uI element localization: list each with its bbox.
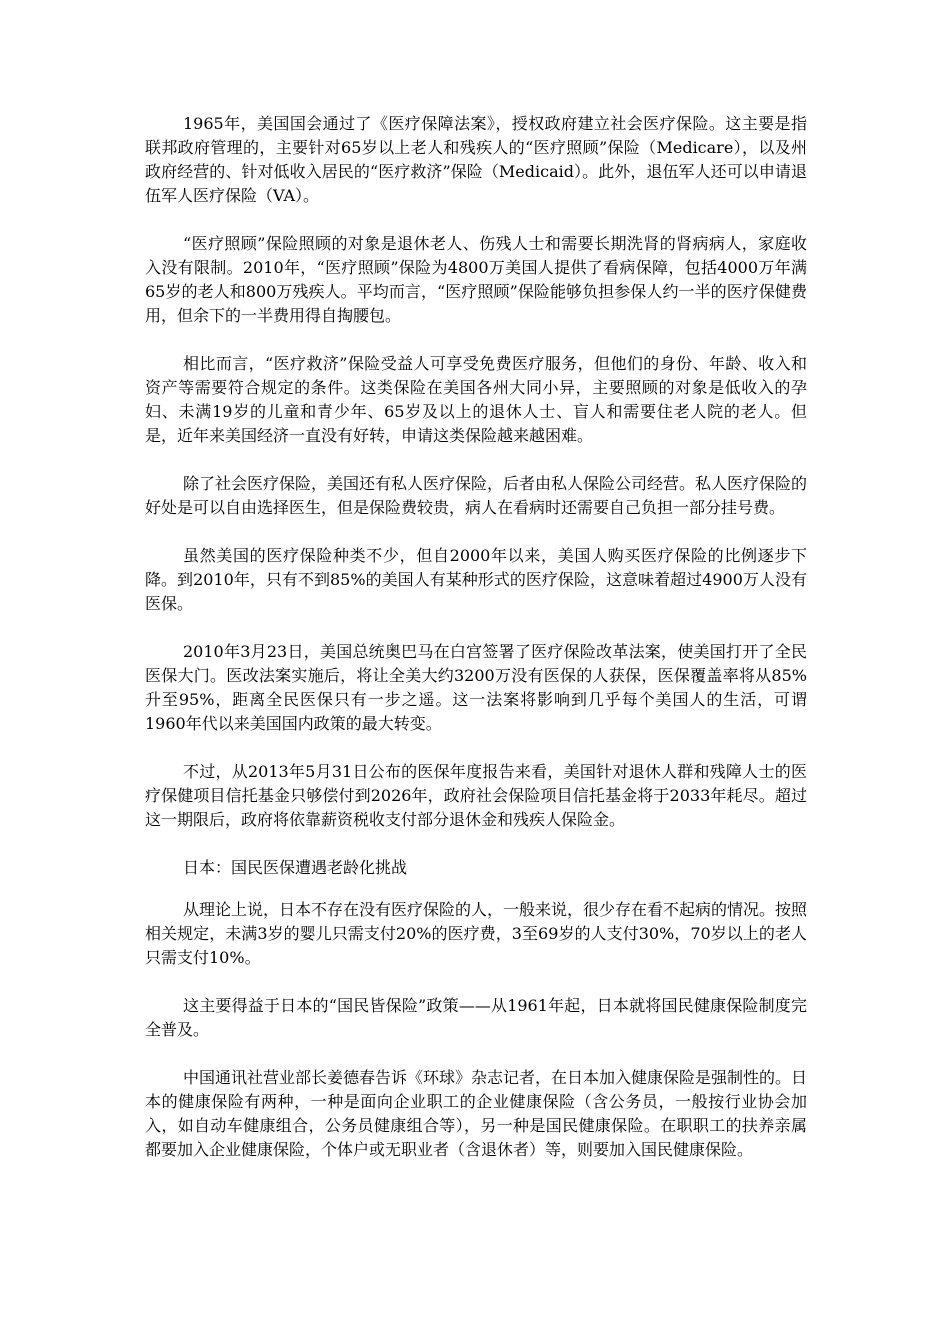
paragraph-japan-universal: 这主要得益于日本的“国民皆保险”政策——从1961年起，日本就将国民健康保险制度完全普及。 <box>145 996 807 1039</box>
section-heading-japan: 日本：国民医保遭遇老龄化挑战 <box>183 858 408 877</box>
document-body <box>145 112 807 1186</box>
paragraph-us-medicare-law: 1965年，美国国会通过了《医疗保障法案》，授权政府建立社会医疗保险。这主要是指联邦政府管理的，主要针对65岁以上老人和残疾人的“医疗照顾”保险（Medicare），以及州政府经营的、针对低收入居民的“医疗救济”保险（Medicaid）。此外，退伍军人还可以申请退伍军人医疗保险（VA）。 <box>145 114 807 205</box>
paragraph-trust-fund: 不过，从2013年5月31日公布的医保年度报告来看，美国针对退休人群和残障人士的医疗保健项目信托基金只够偿付到2026年，政府社会保险项目信托基金将于2033年耗尽。超过这一期限后，政府将依靠薪资税收支付部分退休金和残疾人保险金。 <box>145 762 807 829</box>
paragraph-japan-theory: 从理论上说，日本不存在没有医疗保险的人，一般来说，很少存在看不起病的情况。按照相关规定，未满3岁的婴儿只需支付20%的医疗费，3至69岁的人支付30%，70岁以上的老人只需支付10%。 <box>145 900 808 967</box>
paragraph-medicaid: 相比而言，“医疗救济”保险受益人可享受免费医疗服务，但他们的身份、年龄、收入和资产等需要符合规定的条件。这类保险在美国各州大同小异，主要照顾的对象是低收入的孕妇、未满19岁的儿童和青少年、65岁及以上的退休人士、盲人和需要住老人院的老人。但是，近年来美国经济一直没有好转，申请这类保险越来越困难。 <box>145 354 807 445</box>
paragraph-medicare-coverage: “医疗照顾”保险照顾的对象是退休老人、伤残人士和需要长期洗肾的肾病病人，家庭收入没有限制。2010年，“医疗照顾”保险为4800万美国人提供了看病保障，包括4000万年满65岁的老人和800万残疾人。平均而言，“医疗照顾”保险能够负担参保人约一半的医疗保健费用，但余下的一半费用得自掏腰包。 <box>145 234 807 325</box>
paragraph-obama-reform: 2010年3月23日，美国总统奥巴马在白宫签署了医疗保险改革法案，使美国打开了全民医保大门。医改法案实施后，将让全美大约3200万没有医保的人获保，医保覆盖率将从85%升至95%，距离全民医保只有一步之遥。这一法案将影响到几乎每个美国人的生活，可谓1960年代以来美国国内政策的最大转变。 <box>145 642 807 733</box>
paragraph-coverage-decline: 虽然美国的医疗保险种类不少，但自2000年以来，美国人购买医疗保险的比例逐步下降。到2010年，只有不到85%的美国人有某种形式的医疗保险，这意味着超过4900万人没有医保。 <box>145 546 807 613</box>
paragraph-japan-two-types: 中国通讯社营业部长姜德春告诉《环球》杂志记者，在日本加入健康保险是强制性的。日本的健康保险有两种，一种是面向企业职工的企业健康保险（含公务员，一般按行业协会加入，如自动车健康组合，公务员健康组合等），另一种是国民健康保险。在职职工的扶养亲属都要加入企业健康保险，个体户或无职业者（含退休者）等，则要加入国民健康保险。 <box>145 1068 808 1159</box>
paragraph-private-insurance: 除了社会医疗保险，美国还有私人医疗保险，后者由私人保险公司经营。私人医疗保险的好处是可以自由选择医生，但是保险费较贵，病人在看病时还需要自己负担一部分挂号费。 <box>145 474 808 517</box>
